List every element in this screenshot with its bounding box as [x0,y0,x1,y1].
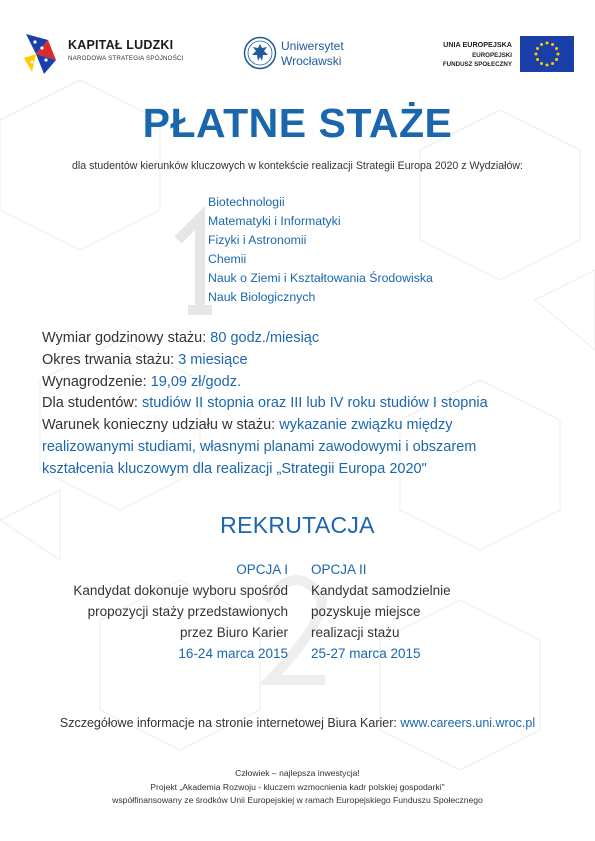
condition-value-1: wykazanie związku między [279,417,453,434]
kapital-ludzki-name: KAPITAŁ LUDZKI [68,38,174,52]
careers-website-link[interactable]: www.careers.uni.wroc.pl [400,716,536,730]
faculty-item: Fizyki i Astronomii [208,233,307,247]
university-name-line2: Wrocławski [281,54,342,68]
kapital-ludzki-emblem-icon [22,30,64,76]
condition-value-2: realizowanymi studiami, własnymi planami zawodowymi i obszarem [42,438,477,455]
eu-name-line2: EUROPEJSKI [472,52,512,59]
kapital-ludzki-subtitle: NARODOWA STRATEGIA SPÓJNOŚCI [68,55,184,62]
option-2 [311,560,571,664]
option-2-dates: 25-27 marca 2015 [311,646,421,661]
students-label: Dla studentów: [42,395,138,412]
footer-funding: współfinansowany ze środków Unii Europejskiej w ramach Europejskiego Funduszu Społecznego [112,795,483,805]
eu-name-line1: UNIA EUROPEJSKA [443,40,512,49]
info-text: Szczegółowe informacje na stronie internetowej Biura Karier: [59,716,397,730]
duration-value: 3 miesiące [178,351,248,368]
option-1-heading: OPCJA I [236,562,288,577]
faculty-item: Nauk Biologicznych [208,290,316,304]
salary-value: 19,09 zł/godz. [150,373,241,390]
university-seal-icon [243,36,277,70]
footer [0,767,595,808]
faculty-item: Nauk o Ziemi i Kształtowania Środowiska [208,271,433,285]
info-line [0,716,595,730]
students-row [42,393,582,415]
page-subtitle: dla studentów kierunków kluczowych w kontekście realizacji Strategii Europa 2020 z Wydziałów: [72,160,523,172]
option-1 [28,560,288,664]
condition-label: Warunek konieczny udziału w stażu: [42,417,276,434]
internship-details [42,328,582,481]
salary-label: Wynagrodzenie: [42,373,147,390]
option-2-line: pozyskuje miejsce [311,604,421,619]
faculty-item: Chemii [208,252,247,266]
option-1-dates: 16-24 marca 2015 [178,646,288,661]
hours-row [42,328,582,350]
footer-slogan: Człowiek – najlepsza inwestycja! [235,768,360,778]
faculty-item: Biotechnologii [208,195,285,209]
page-title: PŁATNE STAŻE [142,100,453,146]
faculty-list [208,193,433,307]
kapital-ludzki-logo [22,30,207,76]
option-2-heading: OPCJA II [311,562,367,577]
faculty-item: Matematyki i Informatyki [208,214,341,228]
recruitment-heading: REKRUTACJA [220,512,375,538]
option-2-line: Kandydat samodzielnie [311,583,451,598]
eu-logo [424,36,574,76]
duration-row [42,350,582,372]
hours-value: 80 godz./miesiąc [210,330,320,346]
option-1-line: propozycji staży przedstawionych [87,604,288,619]
salary-row [42,372,582,394]
duration-label: Okres trwania stażu: [42,351,175,368]
eu-name-line3: FUNDUSZ SPOŁECZNY [442,61,512,68]
footer-project: Projekt „Akademia Rozwoju - kluczem wzmocnienia kadr polskiej gospodarki" [150,781,445,792]
eu-flag-icon [520,36,574,72]
option-1-line: Kandydat dokonuje wyboru spośród [73,583,288,598]
option-2-line: realizacji stażu [311,625,400,640]
condition-value-3: kształcenia kluczowym dla realizacji „Strategii Europa 2020" [42,460,427,477]
university-logo [243,36,363,76]
option-1-line: przez Biuro Karier [179,625,288,640]
hours-label: Wymiar godzinowy stażu: [42,330,207,346]
condition-row [42,415,582,437]
students-value: studiów II stopnia oraz III lub IV roku studiów I stopnia [141,395,488,412]
university-name-line1: Uniwersytet [281,39,344,53]
